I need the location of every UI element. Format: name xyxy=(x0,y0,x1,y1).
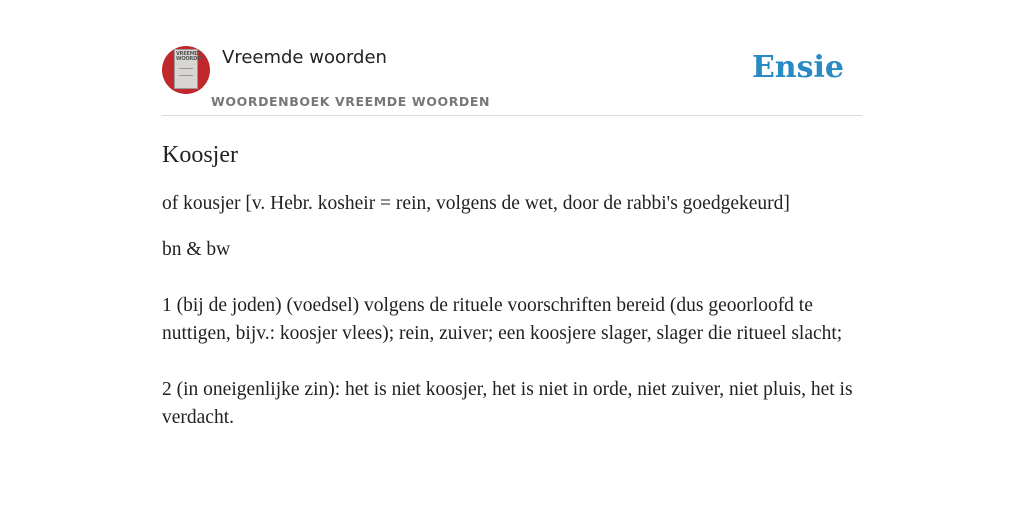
entry-etymology: of kousjer [v. Hebr. kosheir = rein, volgens de wet, door de rabbi's goedgekeurd] xyxy=(162,193,790,214)
entry-word-class: bn & bw xyxy=(162,239,231,260)
avatar-book-title: VREEMDE WOORDEN xyxy=(176,51,205,62)
entry-title: Koosjer xyxy=(162,142,238,168)
entry-definition-1: 1 (bij de joden) (voedsel) volgens de rituele voorschriften bereid (dus geoorloofd te nuttigen, bijv.: koosjer vlees); rein, zuiver; een koosjere slager, slager die ritueel slacht; xyxy=(162,295,843,344)
book-cover-icon xyxy=(174,49,205,89)
ensie-logo[interactable]: Ensie xyxy=(751,50,844,85)
entry-content xyxy=(162,140,862,432)
entry-definition-2: 2 (in oneigenlijke zin): het is niet koosjer, het is niet in orde, niet zuiver, niet pluis, het is verdacht. xyxy=(162,379,853,428)
dictionary-subtitle: WOORDENBOEK VREEMDE WOORDEN xyxy=(211,94,491,109)
dictionary-name-link[interactable]: Vreemde woorden xyxy=(222,47,387,68)
page-header xyxy=(162,44,862,116)
book-lines-decoration xyxy=(179,68,193,76)
dictionary-avatar[interactable] xyxy=(162,46,210,94)
